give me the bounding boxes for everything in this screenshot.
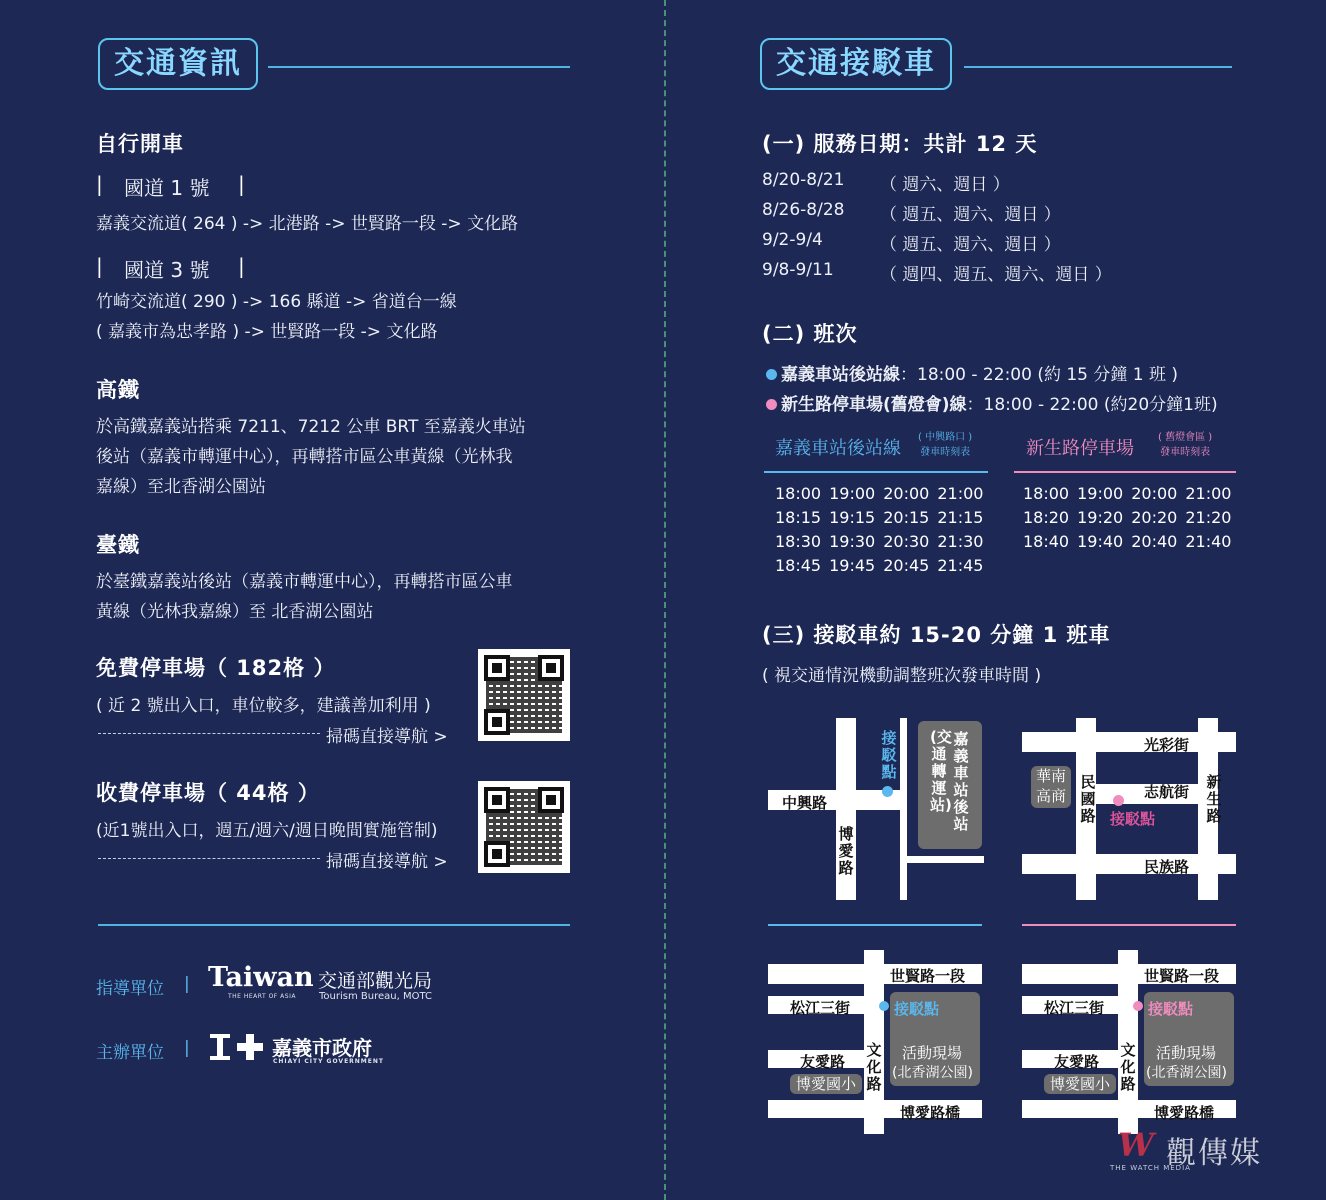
date-days-2: （ 週五、週六、週日 ） (880, 205, 1061, 225)
schedule-row (775, 553, 991, 577)
route3-path-2: ( 嘉義市為忠孝路 ) -> 世賢路一段 -> 文化路 (96, 322, 438, 342)
route1-bar-left: | (96, 172, 103, 196)
shuttle-heading: (二) 班次 (762, 322, 858, 346)
schedule-cell: 20:15 (883, 507, 930, 527)
map3-road-b: 松江三街 (790, 999, 851, 1017)
line-a-row (766, 360, 1178, 385)
map4-road-b: 松江三街 (1044, 999, 1105, 1017)
map3-road-a: 世賢路一段 (890, 967, 966, 985)
map4-road-c: 友愛路 (1054, 1053, 1100, 1071)
route1-bar-right: | (238, 172, 245, 196)
paid-parking-qr-code[interactable] (478, 781, 570, 873)
paid-parking-nav-link[interactable]: 掃碼直接導航 > (326, 852, 448, 872)
date-range-1: 8/20-8/21 (762, 170, 845, 190)
schedule-cell: 20:30 (883, 531, 930, 551)
table-a-line (764, 471, 988, 473)
line-b-name: 新生路停車場(舊燈會)線 (781, 395, 967, 415)
map2-pickup-label: 接駁點 (1110, 810, 1156, 828)
bureau-name-en: Tourism Bureau, MOTC (319, 991, 432, 1002)
shuttle-title: 交通接駁車 (760, 38, 952, 90)
map4-pickup-dot (1133, 1001, 1143, 1011)
table-b-title: 新生路停車場 (1026, 438, 1134, 459)
schedule-cell: 19:15 (829, 507, 876, 527)
schedule-cell: 20:20 (1131, 507, 1178, 527)
schedule-cell: 20:40 (1131, 531, 1178, 551)
map3-pickup-dot (879, 1001, 889, 1011)
map1-pickup-dot (882, 786, 893, 797)
map3-venue-box (890, 992, 980, 1086)
date-range-3: 9/2-9/4 (762, 230, 823, 250)
schedule-cell: 21:20 (1185, 507, 1232, 527)
schedule-cell: 18:30 (775, 531, 822, 551)
schedule-row (1023, 529, 1239, 553)
map3-venue: 活動現場 (902, 1044, 963, 1062)
schedule-cell: 20:45 (883, 555, 930, 575)
table-a-sub2: 發車時刻表 (920, 447, 971, 458)
route3-path-1: 竹崎交流道( 290 ) -> 166 縣道 -> 省道台一線 (96, 292, 457, 312)
left-footer-line (98, 924, 570, 926)
table-a-subtitle (918, 430, 972, 460)
map1-station-sub: (交通轉運站) (930, 728, 952, 814)
schedule-cell: 19:00 (1077, 483, 1124, 503)
map3-venue-sub: (北香湖公園) (892, 1065, 973, 1081)
date-days-3: （ 週五、週六、週日 ） (880, 235, 1061, 255)
city-name-en: CHIAYI CITY GOVERNMENT (273, 1058, 384, 1065)
taiwan-logo: Taiwan (208, 962, 314, 993)
route1-path: 嘉義交流道( 264 ) -> 北港路 -> 世賢路一段 -> 文化路 (96, 214, 519, 234)
map2-road-b: 志航街 (1144, 783, 1190, 801)
schedule-table-a (775, 481, 991, 577)
schedule-cell: 18:00 (1023, 483, 1070, 503)
map1-station: 嘉義車站後站 (953, 730, 969, 833)
hsr-line-1: 於高鐵嘉義站搭乘 7211、7212 公車 BRT 至嘉義火車站 (96, 417, 526, 437)
organizer-separator: | (184, 1038, 190, 1058)
watermark-tag: THE WATCH MEDIA (1110, 1164, 1191, 1172)
route3-bar-left: | (96, 254, 103, 278)
map-venue-b (1022, 950, 1236, 1134)
line-a-name: 嘉義車站後站線 (781, 365, 900, 385)
interval-note: ( 視交通情況機動調整班次發車時間 ) (762, 666, 1042, 686)
map4-top-line (1022, 924, 1236, 926)
tra-heading: 臺鐵 (96, 533, 140, 557)
table-b-sub1: ( 舊燈會區 ) (1158, 432, 1213, 443)
map4-pickup-label: 接駁點 (1148, 1000, 1194, 1018)
map2-road-e: 新生路 (1206, 773, 1222, 825)
city-name-cn: 嘉義市政府 (272, 1036, 372, 1060)
map4-school: 博愛國小 (1044, 1074, 1116, 1094)
map3-road-d: 文化路 (866, 1041, 882, 1093)
driving-heading: 自行開車 (96, 132, 184, 156)
map2-pickup-dot (1113, 795, 1124, 806)
map4-venue-sub: (北香湖公園) (1146, 1065, 1227, 1081)
line-b-time: ：18:00 - 22:00 (約20分鐘1班) (966, 395, 1218, 415)
schedule-cell: 20:00 (883, 483, 930, 503)
schedule-cell: 18:40 (1023, 531, 1070, 551)
paid-parking-dashed (98, 858, 320, 859)
schedule-cell: 20:00 (1131, 483, 1178, 503)
route3-label: 國道 3 號 (124, 258, 210, 282)
taiwan-tagline: THE HEART OF ASIA (228, 993, 296, 1000)
route1-label: 國道 1 號 (124, 176, 210, 200)
tra-line-2: 黃線（光林我嘉線）至 北香湖公園站 (96, 602, 374, 622)
schedule-row (1023, 481, 1239, 505)
center-divider (664, 0, 666, 1200)
table-b-sub2: 發車時刻表 (1160, 447, 1211, 458)
table-b-line (1014, 471, 1236, 473)
chiayi-city-logo-icon (208, 1032, 264, 1062)
map4-bridge: 博愛路橋 (1154, 1104, 1215, 1122)
paid-parking-note: (近1號出入口，週五/週六/週日晚間實施管制) (96, 821, 438, 841)
service-heading: (一) 服務日期：共計 12 天 (762, 132, 1038, 156)
title-underline (268, 66, 570, 68)
guidance-separator: | (184, 974, 190, 994)
schedule-cell: 19:30 (829, 531, 876, 551)
route3-bar-right: | (238, 254, 245, 278)
schedule-cell: 21:40 (1185, 531, 1232, 551)
map3-road-c: 友愛路 (800, 1053, 846, 1071)
schedule-cell: 21:15 (937, 507, 984, 527)
map1-station-box (918, 721, 982, 849)
map3-bridge: 博愛路橋 (900, 1104, 961, 1122)
map4-road-a: 世賢路一段 (1144, 967, 1220, 985)
hsr-line-3: 嘉線）至北香湖公園站 (96, 477, 266, 497)
schedule-cell: 21:30 (937, 531, 984, 551)
free-parking-dashed (98, 733, 320, 734)
watermark-logo-icon: W (1118, 1126, 1154, 1164)
tra-line-1: 於臺鐵嘉義站後站（嘉義市轉運中心），再轉搭市區公車 (96, 572, 513, 592)
map1-pickup-label: 接駁點 (881, 729, 897, 781)
free-parking-note: ( 近 2 號出入口，車位較多，建議善加利用 ) (96, 696, 431, 716)
free-parking-heading: 免費停車場（ 182格 ） (96, 656, 336, 680)
map3-top-line (768, 924, 982, 926)
interval-heading: (三) 接駁車約 15-20 分鐘 1 班車 (762, 623, 1111, 647)
map2-road-c: 民族路 (1144, 858, 1190, 876)
hsr-heading: 高鐵 (96, 378, 140, 402)
bureau-name-cn: 交通部觀光局 (318, 970, 433, 992)
free-parking-nav-link[interactable]: 掃碼直接導航 > (326, 727, 448, 747)
map2-road-d: 民國路 (1080, 773, 1096, 825)
map4-venue: 活動現場 (1156, 1044, 1217, 1062)
schedule-row (775, 481, 991, 505)
date-days-4: （ 週四、週五、週六、週日 ） (880, 265, 1112, 285)
schedule-cell: 19:45 (829, 555, 876, 575)
date-range-4: 9/8-9/11 (762, 260, 834, 280)
watermark-brand: 觀傳媒 (1166, 1136, 1262, 1171)
map-station-back (768, 718, 984, 900)
table-a-title: 嘉義車站後站線 (775, 438, 901, 459)
traffic-info-title: 交通資訊 (98, 38, 258, 90)
schedule-cell: 18:20 (1023, 507, 1070, 527)
line-b-row (766, 390, 1218, 415)
map-venue-a (768, 950, 982, 1134)
organizer-label: 主辦單位 (96, 1043, 164, 1063)
line-a-time: ：18:00 - 22:00 (約 15 分鐘 1 班 ) (900, 365, 1179, 385)
date-range-2: 8/26-8/28 (762, 200, 845, 220)
shuttle-title-underline (964, 66, 1232, 68)
map3-school: 博愛國小 (790, 1074, 862, 1094)
free-parking-qr-code[interactable] (478, 649, 570, 741)
schedule-cell: 21:00 (1185, 483, 1232, 503)
schedule-cell: 18:00 (775, 483, 822, 503)
map2-road-a: 光彩街 (1144, 736, 1190, 754)
map4-road-d: 文化路 (1120, 1041, 1136, 1093)
schedule-cell: 19:20 (1077, 507, 1124, 527)
schedule-row (775, 529, 991, 553)
schedule-table-b (1023, 481, 1239, 553)
schedule-row (775, 505, 991, 529)
map3-pickup-label: 接駁點 (894, 1000, 940, 1018)
table-b-subtitle (1158, 430, 1212, 460)
date-days-1: （ 週六、週日 ） (880, 175, 1010, 195)
schedule-cell: 18:45 (775, 555, 822, 575)
map1-road-b: 博愛路 (838, 825, 854, 877)
paid-parking-heading: 收費停車場（ 44格 ） (96, 781, 320, 805)
schedule-cell: 19:00 (829, 483, 876, 503)
map1-road-a: 中興路 (782, 794, 828, 812)
hsr-line-2: 後站（嘉義市轉運中心），再轉搭市區公車黃線（光林我 (96, 447, 513, 467)
line-a-dot (766, 369, 777, 380)
map4-venue-box (1144, 992, 1234, 1086)
guidance-label: 指導單位 (96, 979, 164, 999)
table-a-sub1: ( 中興路口 ) (918, 432, 973, 443)
schedule-row (1023, 505, 1239, 529)
map-xinsheng (1022, 718, 1236, 900)
schedule-cell: 21:00 (937, 483, 984, 503)
line-b-dot (766, 399, 777, 410)
schedule-cell: 21:45 (937, 555, 984, 575)
schedule-cell: 19:40 (1077, 531, 1124, 551)
map2-school: 華南高商 (1031, 766, 1071, 808)
schedule-cell: 18:15 (775, 507, 822, 527)
